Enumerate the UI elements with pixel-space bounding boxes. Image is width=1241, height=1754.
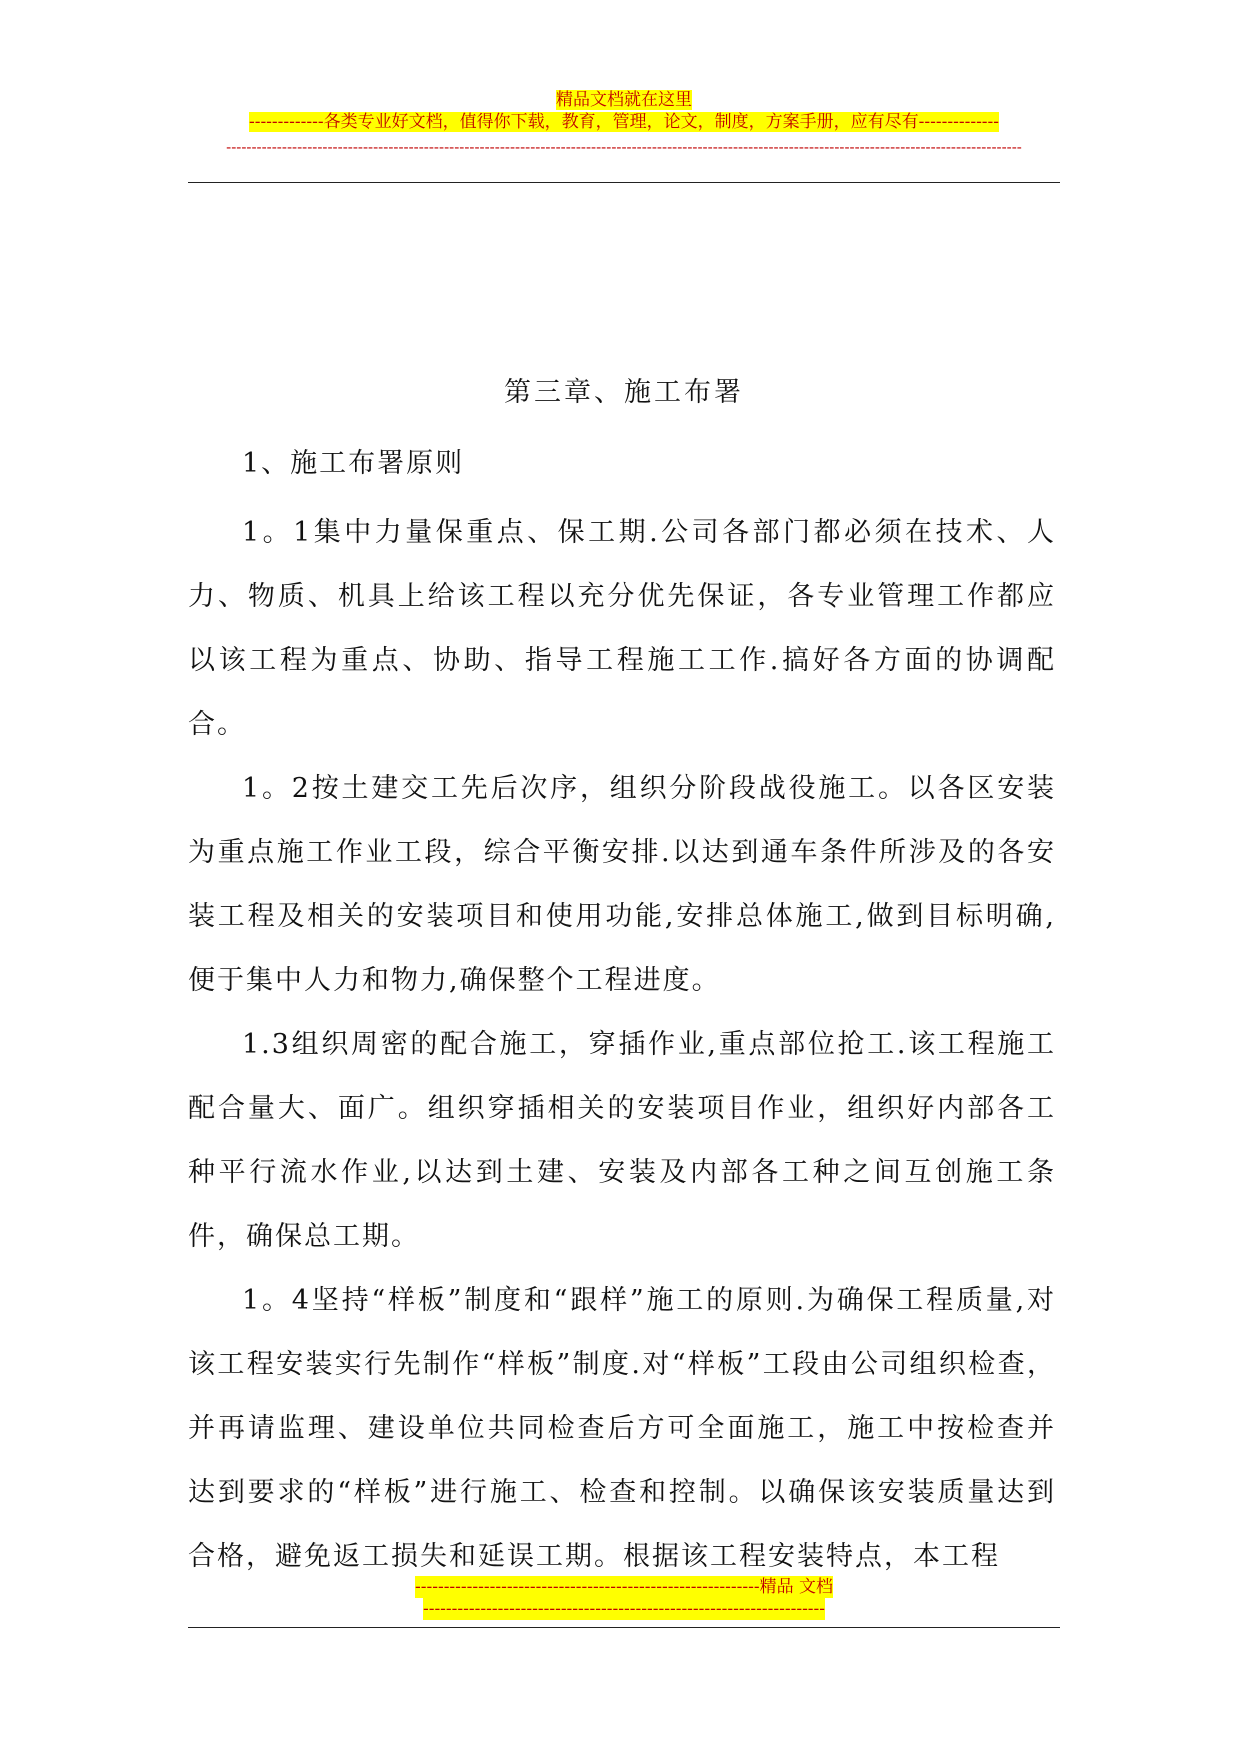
footer-rule — [188, 1627, 1060, 1628]
header-rule — [188, 182, 1060, 183]
footer — [188, 1576, 1060, 1620]
header-title: 精品文档就在这里 — [556, 90, 692, 110]
paragraph-1-1: 1。1集中力量保重点、保工期.公司各部门都必须在技术、人力、物质、机具上给该工程以充分优先保证，各专业管理工作都应以该工程为重点、协助、指导工程施工工作.搞好各方面的协调配合。 — [188, 517, 1056, 740]
header-dashes: ------------------------------------------------------------------------------------------------------------------------------------------------------------- — [226, 138, 1022, 156]
paragraph-1-3: 1.3组织周密的配合施工，穿插作业,重点部位抢工.该工程施工配合量大、面广。组织穿插相关的安装项目作业，组织好内部各工种平行流水作业,以达到土建、安装及内部各工种之间互创施工条件，确保总工期。 — [188, 1029, 1056, 1252]
header-tagline-block — [188, 112, 1060, 132]
chapter-title: 第三章、施工布署 — [504, 377, 744, 408]
footer-line-1: ------------------------------------------------------------精品 文档 — [414, 1577, 834, 1597]
section-heading: 1、施工布署原则 — [242, 448, 465, 479]
paragraph-1-4: 1。4坚持“样板”制度和“跟样”施工的原则.为确保工程质量,对该工程安装实行先制作“样板”制度.对“样板”工段由公司组织检查，并再请监理、建设单位共同检查后方可全面施工，施工中按检查并达到要求的“样板”进行施工、检查和控制。以确保该安装质量达到合格，避免返工损失和延误工期。根据该工程安装特点，本工程 — [188, 1285, 1056, 1572]
footer-line-2: ---------------------------------------------------------------------- — [422, 1599, 826, 1619]
document-body — [188, 432, 1056, 1589]
header-title-block — [188, 90, 1060, 110]
paragraph-1-2: 1。2按土建交工先后次序，组织分阶段战役施工。以各区安装为重点施工作业工段，综合平衡安排.以达到通车条件所涉及的各安装工程及相关的安装项目和使用功能,安排总体施工,做到目标明确,便于集中人力和物力,确保整个工程进度。 — [188, 773, 1056, 996]
header-tagline: -------------各类专业好文档，值得你下载，教育，管理，论文，制度，方案手册，应有尽有-------------- — [248, 112, 1000, 132]
